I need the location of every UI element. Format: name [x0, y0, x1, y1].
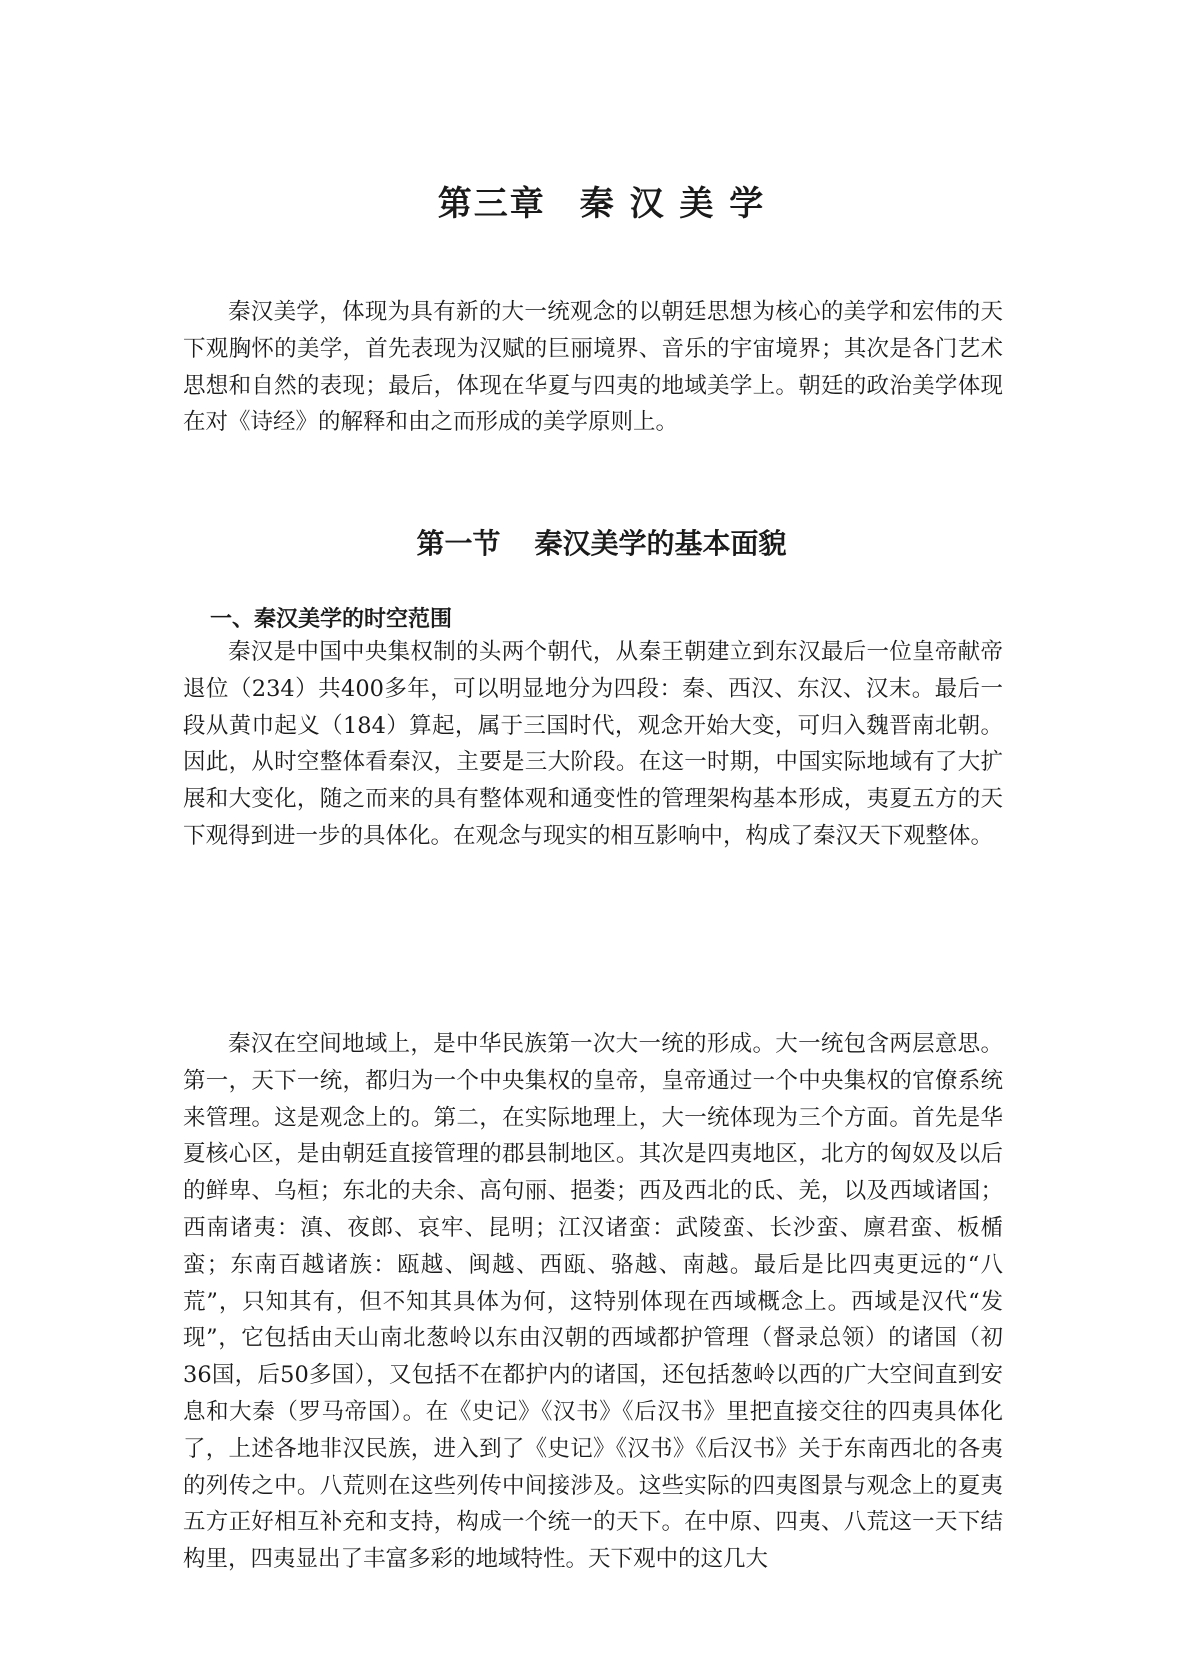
chapter-label: 第三章: [437, 184, 546, 224]
chapter-name: 秦 汉 美 学: [579, 184, 766, 224]
chapter-intro-paragraph: 秦汉美学，体现为具有新的大一统观念的以朝廷思想为核心的美学和宏伟的天下观胸怀的美学，首先表现为汉赋的巨丽境界、音乐的宇宙境界；其次是各门艺术思想和自然的表现；最后，体现在华夏与四夷的地域美学上。朝廷的政治美学体现在对《诗经》的解释和由之而形成的美学原则上。: [183, 299, 1003, 436]
body-paragraph: 秦汉是中国中央集权制的头两个朝代，从秦王朝建立到东汉最后一位皇帝献帝退位（234）共400多年，可以明显地分为四段：秦、西汉、东汉、汉末。最后一段从黄巾起义（184）算起，属于三国时代，观念开始大变，可归入魏晋南北朝。因此，从时空整体看秦汉，主要是三大阶段。在这一时期，中国实际地域有了大扩展和大变化，随之而来的具有整体观和通变性的管理架构基本形成，夷夏五方的天下观得到进一步的具体化。在观念与现实的相互影响中，构成了秦汉天下观整体。: [183, 639, 1003, 849]
section-title: [0, 524, 1203, 564]
subsection-title: 一、秦汉美学的时空范围: [210, 607, 453, 632]
body-paragraph: 秦汉在空间地域上，是中华民族第一次大一统的形成。大一统包含两层意思。第一，天下一统，都归为一个中央集权的皇帝，皇帝通过一个中央集权的官僚系统来管理。这是观念上的。第二，在实际地理上，大一统体现为三个方面。首先是华夏核心区，是由朝廷直接管理的郡县制地区。其次是四夷地区，北方的匈奴及以后的鲜卑、乌桓；东北的夫余、高句丽、挹娄；西及西北的氐、羌，以及西域诸国；西南诸夷：滇、夜郎、哀牢、昆明；江汉诸蛮：武陵蛮、长沙蛮、廪君蛮、板楯蛮；东南百越诸族：瓯越、闽越、西瓯、骆越、南越。最后是比四夷更远的“八荒”，只知其有，但不知其具体为何，这特别体现在西域概念上。西域是汉代“发现”，它包括由天山南北葱岭以东由汉朝的西域都护管理（督录总领）的诸国（初36国，后50多国），又包括不在都护内的诸国，还包括葱岭以西的广大空间直到安息和大秦（罗马帝国）。在《史记》《汉书》《后汉书》里把直接交往的四夷具体化了，上述各地非汉民族，进入到了《史记》《汉书》《后汉书》关于东南西北的各夷的列传之中。八荒则在这些列传中间接涉及。这些实际的四夷图景与观念上的夏夷五方正好相互补充和支持，构成一个统一的天下。在中原、四夷、八荒这一天下结构里，四夷显出了丰富多彩的地域特性。天下观中的这几大: [183, 1031, 1003, 1573]
chapter-title: [0, 182, 1203, 226]
section-label: 第一节: [416, 527, 501, 560]
section-name: 秦汉美学的基本面貌: [534, 527, 787, 560]
